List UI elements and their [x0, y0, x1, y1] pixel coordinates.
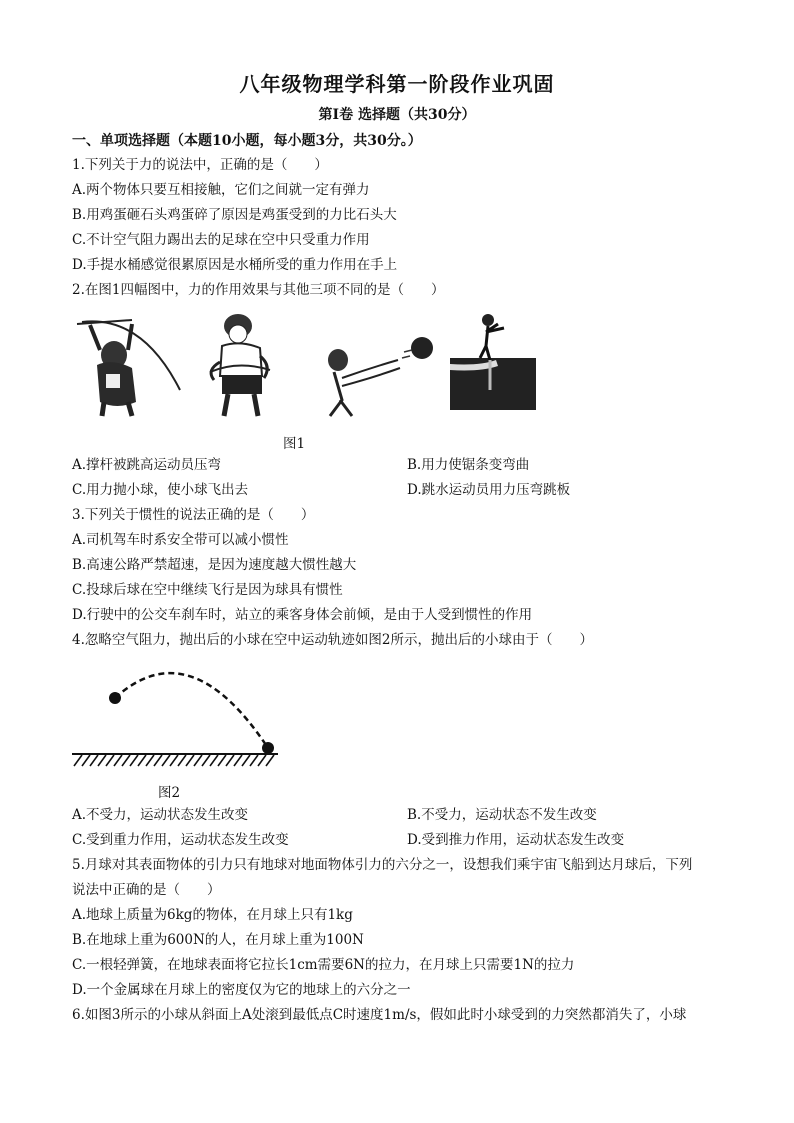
question-2-option-b: B.用力使锯条变弯曲	[407, 457, 530, 473]
question-5-option-d: D.一个金属球在月球上的密度仅为它的地球上的六分之一	[72, 982, 411, 998]
question-4-stem: 4.忽略空气阻力，抛出后的小球在空中运动轨迹如图2所示，抛出后的小球由于（ ）	[72, 632, 593, 648]
question-1-stem: 1.下列关于力的说法中，正确的是（ ）	[72, 157, 328, 173]
question-2-stem: 2.在图1四幅图中，力的作用效果与其他三项不同的是（ ）	[72, 282, 445, 298]
question-1-option-d: D.手提水桶感觉很累原因是水桶所受的重力作用在手上	[72, 257, 398, 273]
question-5-stem-line-1: 5.月球对其表面物体的引力只有地球对地面物体引力的六分之一，设想我们乘宇宙飞船到达月球后，下列	[72, 857, 693, 873]
question-4-option-d: D.受到推力作用，运动状态发生改变	[407, 832, 625, 848]
question-2-option-d: D.跳水运动员用力压弯跳板	[407, 482, 571, 498]
question-2-option-c: C.用力抛小球，使小球飞出去	[72, 482, 249, 498]
question-2-option-a: A.撑杆被跳高运动员压弯	[72, 457, 222, 473]
figure-1-saw-blade-icon	[200, 312, 280, 420]
section-heading: 一、单项选择题（本题10小题，每小题3分，共30分。）	[72, 133, 422, 149]
figure-2-caption: 图2	[158, 785, 181, 801]
figure-1-caption: 图1	[283, 436, 306, 452]
question-3-option-d: D.行驶中的公交车刹车时，站立的乘客身体会前倾，是由于人受到惯性的作用	[72, 607, 533, 623]
figure-1-diving-board-icon	[450, 310, 536, 420]
question-6-stem-line-1: 6.如图3所示的小球从斜面上A处滚到最低点C时速度1m/s，假如此时小球受到的力突然都消失了，小球	[72, 1007, 687, 1023]
question-3-option-a: A.司机驾车时系安全带可以减小惯性	[72, 532, 289, 548]
question-5-stem-line-2: 说法中正确的是（ ）	[72, 882, 221, 898]
figure-2-trajectory-icon	[70, 660, 285, 772]
question-5-option-b: B.在地球上重为600N的人，在月球上重为100N	[72, 932, 364, 948]
figure-1-throw-ball-icon	[312, 330, 442, 418]
question-4-option-c: C.受到重力作用，运动状态发生改变	[72, 832, 289, 848]
question-1-option-c: C.不计空气阻力踢出去的足球在空中只受重力作用	[72, 232, 370, 248]
page-title: 八年级物理学科第一阶段作业巩固	[239, 72, 555, 96]
question-1-option-a: A.两个物体只要互相接触，它们之间就一定有弹力	[72, 182, 370, 198]
question-5-option-a: A.地球上质量为6kg的物体，在月球上只有1kg	[72, 907, 353, 923]
question-3-option-b: B.高速公路严禁超速，是因为速度越大惯性越大	[72, 557, 357, 573]
part-title: 第Ⅰ卷 选择题（共30分）	[318, 107, 476, 123]
question-4-option-b: B.不受力，运动状态不发生改变	[407, 807, 597, 823]
question-1-option-b: B.用鸡蛋砸石头鸡蛋碎了原因是鸡蛋受到的力比石头大	[72, 207, 397, 223]
question-3-option-c: C.投球后球在空中继续飞行是因为球具有惯性	[72, 582, 343, 598]
figure-1-pole-vault-icon	[72, 310, 187, 420]
question-5-option-c: C.一根轻弹簧，在地球表面将它拉长1cm需要6N的拉力，在月球上只需要1N的拉力	[72, 957, 575, 973]
question-3-stem: 3.下列关于惯性的说法正确的是（ ）	[72, 507, 315, 523]
question-4-option-a: A.不受力，运动状态发生改变	[72, 807, 249, 823]
